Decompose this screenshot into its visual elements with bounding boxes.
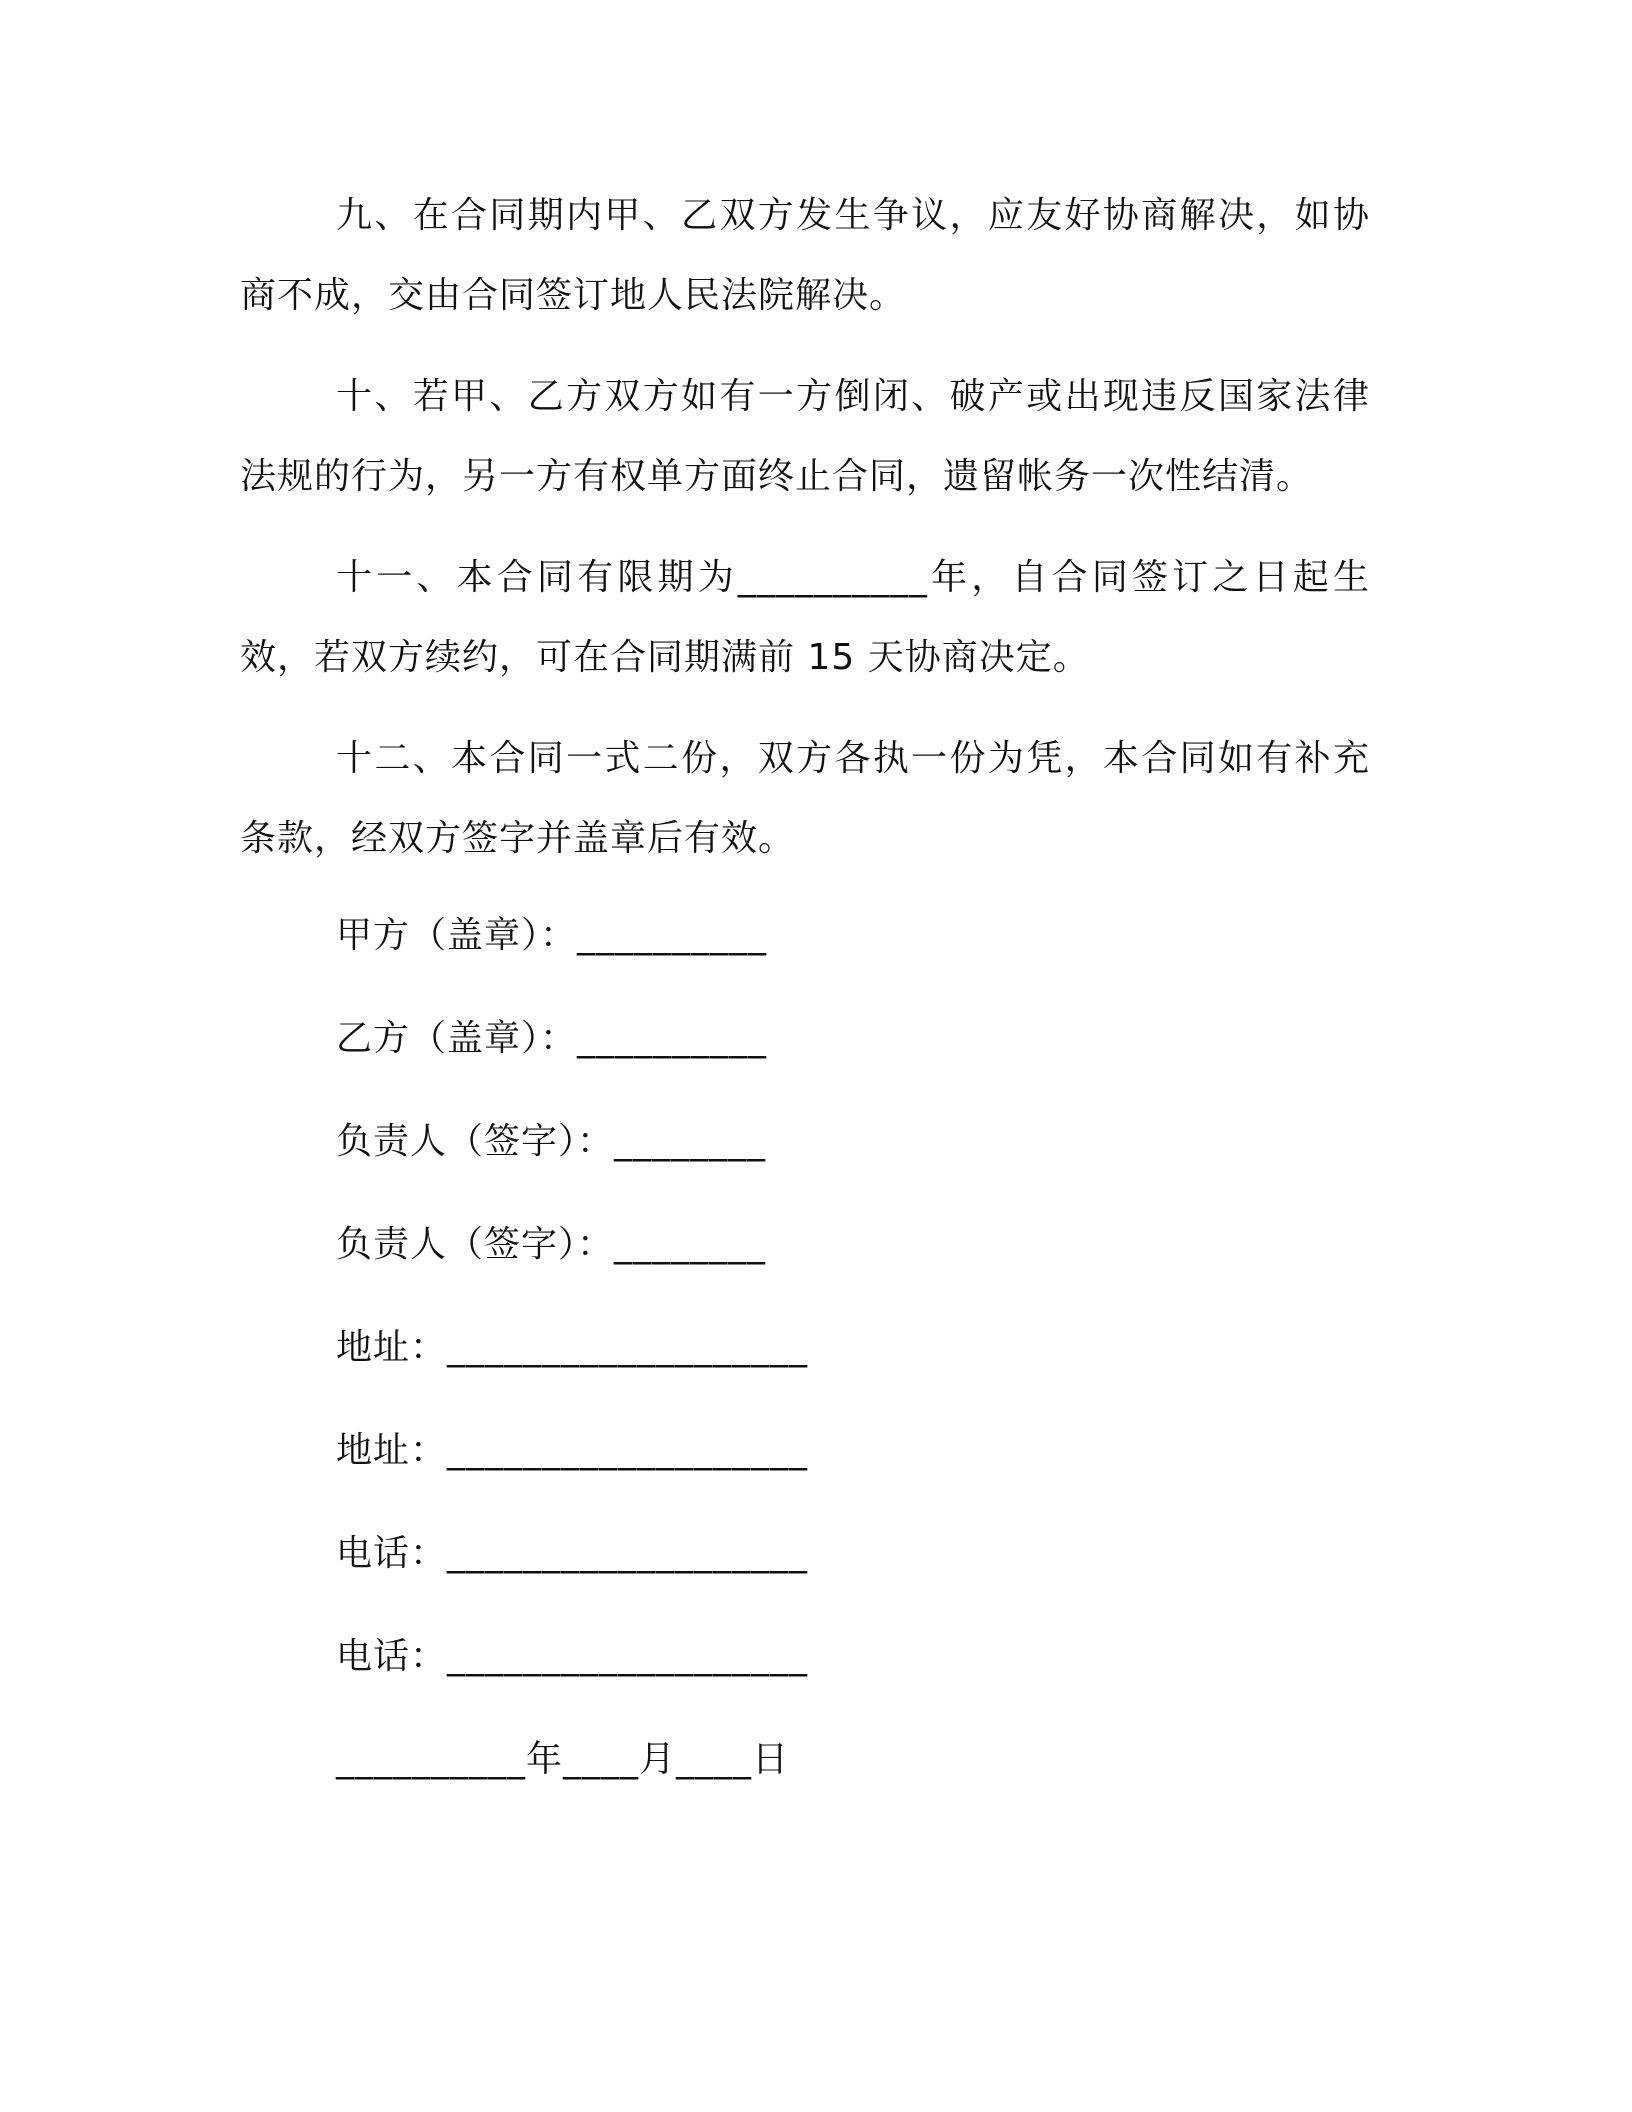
phone-line-1: 电话：___________________ [336,1533,809,1574]
party-a-seal-line: 甲方（盖章）：__________ [336,915,768,956]
clause-9: 九、在合同期内甲、乙双方发生争议，应友好协商解决，如协商不成，交由合同签订地人民法院解决。 [240,195,1370,316]
clause-11: 十一、本合同有限期为__________年，自合同签订之日起生效，若双方续约，可在合同期满前 15 天协商决定。 [240,557,1370,678]
clause-12: 十二、本合同一式二份，双方各执一份为凭，本合同如有补充条款，经双方签字并盖章后有效。 [240,738,1370,859]
phone-line-2: 电话：___________________ [336,1636,809,1677]
date-line: __________年____月____日 [336,1739,789,1780]
person-in-charge-line-1: 负责人（签字）：________ [336,1121,767,1162]
party-b-seal-line: 乙方（盖章）：__________ [336,1018,768,1059]
address-line-2: 地址：___________________ [336,1430,809,1471]
person-in-charge-line-2: 负责人（签字）：________ [336,1224,767,1265]
address-line-1: 地址：___________________ [336,1327,809,1368]
clause-10: 十、若甲、乙方双方如有一方倒闭、破产或出现违反国家法律法规的行为，另一方有权单方面终止合同，遗留帐务一次性结清。 [240,376,1370,497]
